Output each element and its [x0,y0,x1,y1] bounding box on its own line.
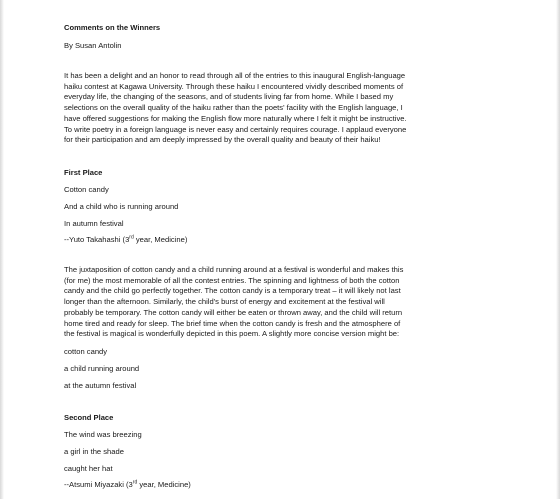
revised-poem-line: at the autumn festival [64,381,137,390]
author-ordinal: rd [129,234,134,241]
comment-line: longer than the afternoon. Similarly, the child's burst of energy and excitement at the festival will [64,297,385,307]
revised-poem-line: cotton candy [64,347,108,356]
intro-line: have offered suggestions for making the English flow more naturally where I felt it might be instructive. [64,113,407,123]
document-title: Comments on the Winners [64,23,161,32]
author-detail: year, Medicine) [133,235,188,244]
comment-line: (for me) the most memorable of all the contest entries. The spinning and lightness of both the cotton [64,275,400,285]
author-detail: year, Medicine) [137,480,191,489]
intro-line: everyday life, the changing of the seasons, and of students living far from home. While I based my [64,92,394,102]
page-edge-left [0,0,4,499]
comment-line: the festival is magical is wonderfully depicted in this poem. A slightly more concise version might be: [64,329,400,339]
intro-line: for their participation and am deeply impressed by the overall quality and beauty of their haiku! [64,135,381,145]
second-place-poem-line: caught her hat [64,464,113,473]
second-place-author [64,480,191,490]
comment-line: home tired and ready for sleep. The brief time when the cotton candy is fresh and the atmosphere of [64,318,401,328]
author-name: --Atsumi Miyazaki (3 [64,480,133,489]
first-place-poem-line: Cotton candy [64,185,109,194]
comment-line: candy and the child go perfectly together. The cotton candy is a temporary treat – it will likely not last [64,286,401,296]
second-place-heading: Second Place [64,413,114,422]
intro-line: It has been a delight and an honor to read through all of the entries to this inaugural English-language [64,71,406,80]
first-place-poem-line: And a child who is running around [64,202,179,211]
first-place-author [64,235,187,245]
intro-line: To write poetry in a foreign language is never easy and certainly requires courage. I applaud everyone [64,124,407,134]
page-edge-right [556,0,560,499]
intro-line: haiku contest at Kagawa University. Through these haiku I encountered vividly described moments of [64,81,404,91]
first-place-poem-line: In autumn festival [64,219,124,228]
second-place-poem-line: The wind was breezing [64,430,142,439]
comment-line: probably be temporary. The cotton candy will either be eaten or thrown away, and the child will return [64,307,403,317]
intro-line: selections on the overall quality of the haiku rather than the poets' facility with the English language, I [64,103,403,113]
second-place-poem-line: a girl in the shade [64,447,124,456]
byline: By Susan Antolin [64,41,122,50]
author-name: --Yuto Takahashi (3 [64,235,130,244]
comment-line: The juxtaposition of cotton candy and a child running around at a festival is wonderful and makes this [64,265,404,274]
intro-paragraph [64,71,494,146]
author-ordinal: rd [132,479,138,486]
first-place-heading: First Place [64,168,103,177]
revised-poem-line: a child running around [64,364,140,373]
first-place-comment [64,265,494,340]
